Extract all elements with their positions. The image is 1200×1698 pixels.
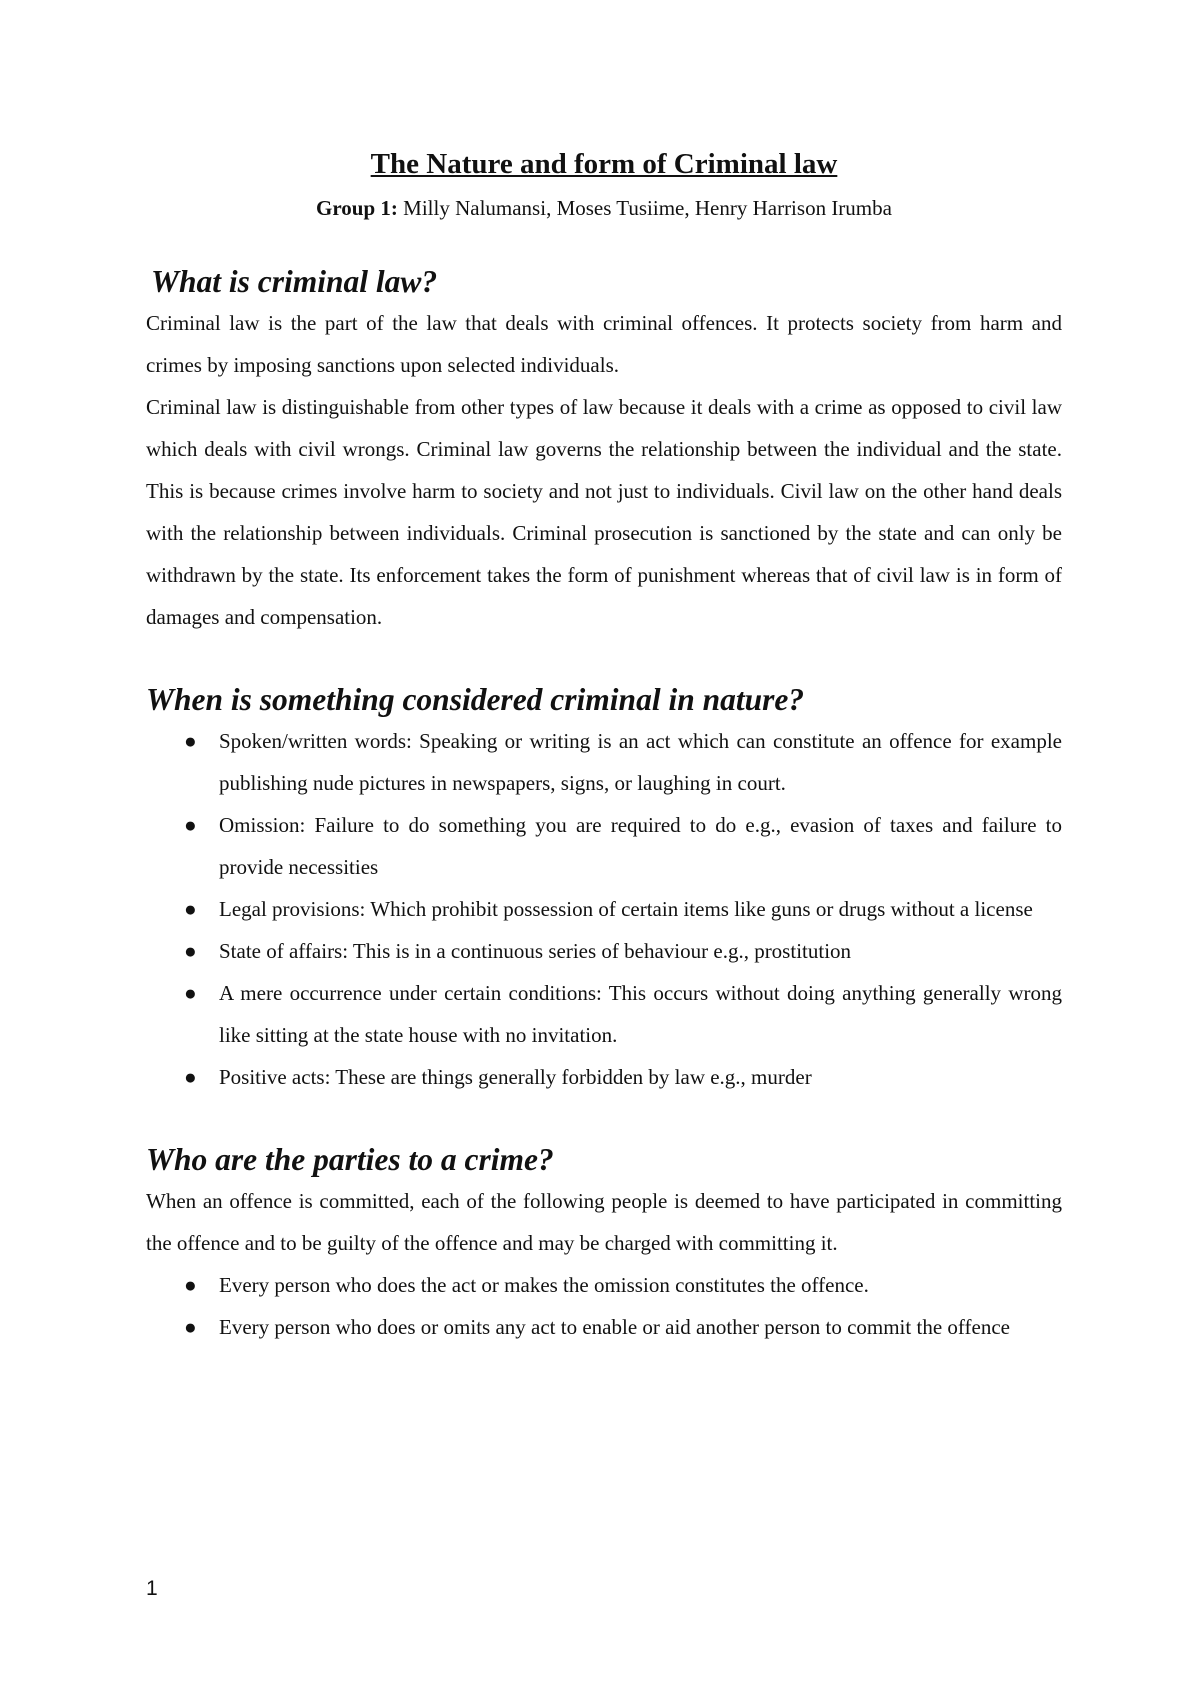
list-item — [146, 930, 1062, 972]
list-item-text: Every person who does the act or makes the omission constitutes the offence. — [219, 1273, 869, 1297]
list-item — [146, 1306, 1062, 1348]
paragraph: When an offence is committed, each of the following people is deemed to have participated in committing the offence and to be guilty of the offence and may be charged with committing it. — [146, 1189, 1062, 1255]
authors-line — [146, 188, 1062, 228]
bullet-icon: ● — [184, 729, 197, 753]
document-content — [146, 142, 1062, 1348]
bullet-icon: ● — [184, 1315, 197, 1339]
list-item — [146, 1056, 1062, 1098]
list-item — [146, 972, 1062, 1056]
section-heading-parties-to-crime: Who are the parties to a crime? — [146, 1142, 554, 1177]
bullet-icon: ● — [184, 981, 197, 1005]
list-item-text: Positive acts: These are things generally forbidden by law e.g., murder — [219, 1065, 812, 1089]
criminal-nature-list — [146, 720, 1062, 1098]
bullet-icon: ● — [184, 939, 197, 963]
parties-list — [146, 1264, 1062, 1348]
list-item-text: State of affairs: This is in a continuous series of behaviour e.g., prostitution — [219, 939, 852, 963]
document-title: The Nature and form of Criminal law — [370, 148, 838, 180]
list-item — [146, 1264, 1062, 1306]
bullet-icon: ● — [184, 1273, 197, 1297]
list-item-text: Every person who does or omits any act to enable or aid another person to commit the offence — [219, 1315, 1010, 1339]
paragraph: Criminal law is distinguishable from other types of law because it deals with a crime as opposed to civil law which deals with civil wrongs. Criminal law governs the relationship between the individual and the state. This is because crimes involve harm to society and not just to individuals. Civil law on the other hand deals with the relationship between individuals. Criminal prosecution is sanctioned by the state and can only be withdrawn by the state. Its enforcement takes the form of punishment whereas that of civil law is in form of damages and compensation. — [146, 395, 1062, 629]
list-item-text: A mere occurrence under certain conditions: This occurs without doing anything generally wrong like sitting at the state house with no invitation. — [219, 981, 1062, 1047]
bullet-icon: ● — [184, 1065, 197, 1089]
list-item-text: Legal provisions: Which prohibit possession of certain items like guns or drugs without a license — [219, 897, 1033, 921]
list-item — [146, 888, 1062, 930]
bullet-icon: ● — [184, 897, 197, 921]
list-item — [146, 804, 1062, 888]
authors-label: Group 1: — [316, 196, 398, 220]
list-item-text: Spoken/written words: Speaking or writing is an act which can constitute an offence for example publishing nude pictures in newspapers, signs, or laughing in court. — [219, 729, 1062, 795]
section-heading-what-is-criminal-law: What is criminal law? — [151, 264, 438, 299]
list-item — [146, 720, 1062, 804]
page-number: 1 — [146, 1577, 158, 1600]
section-heading-criminal-in-nature: When is something considered criminal in nature? — [146, 682, 805, 717]
list-item-text: Omission: Failure to do something you are required to do e.g., evasion of taxes and failure to provide necessities — [219, 813, 1062, 879]
paragraph: Criminal law is the part of the law that deals with criminal offences. It protects society from harm and crimes by imposing sanctions upon selected individuals. — [146, 311, 1062, 377]
bullet-icon: ● — [184, 813, 197, 837]
authors-names: Milly Nalumansi, Moses Tusiime, Henry Harrison Irumba — [397, 196, 892, 220]
